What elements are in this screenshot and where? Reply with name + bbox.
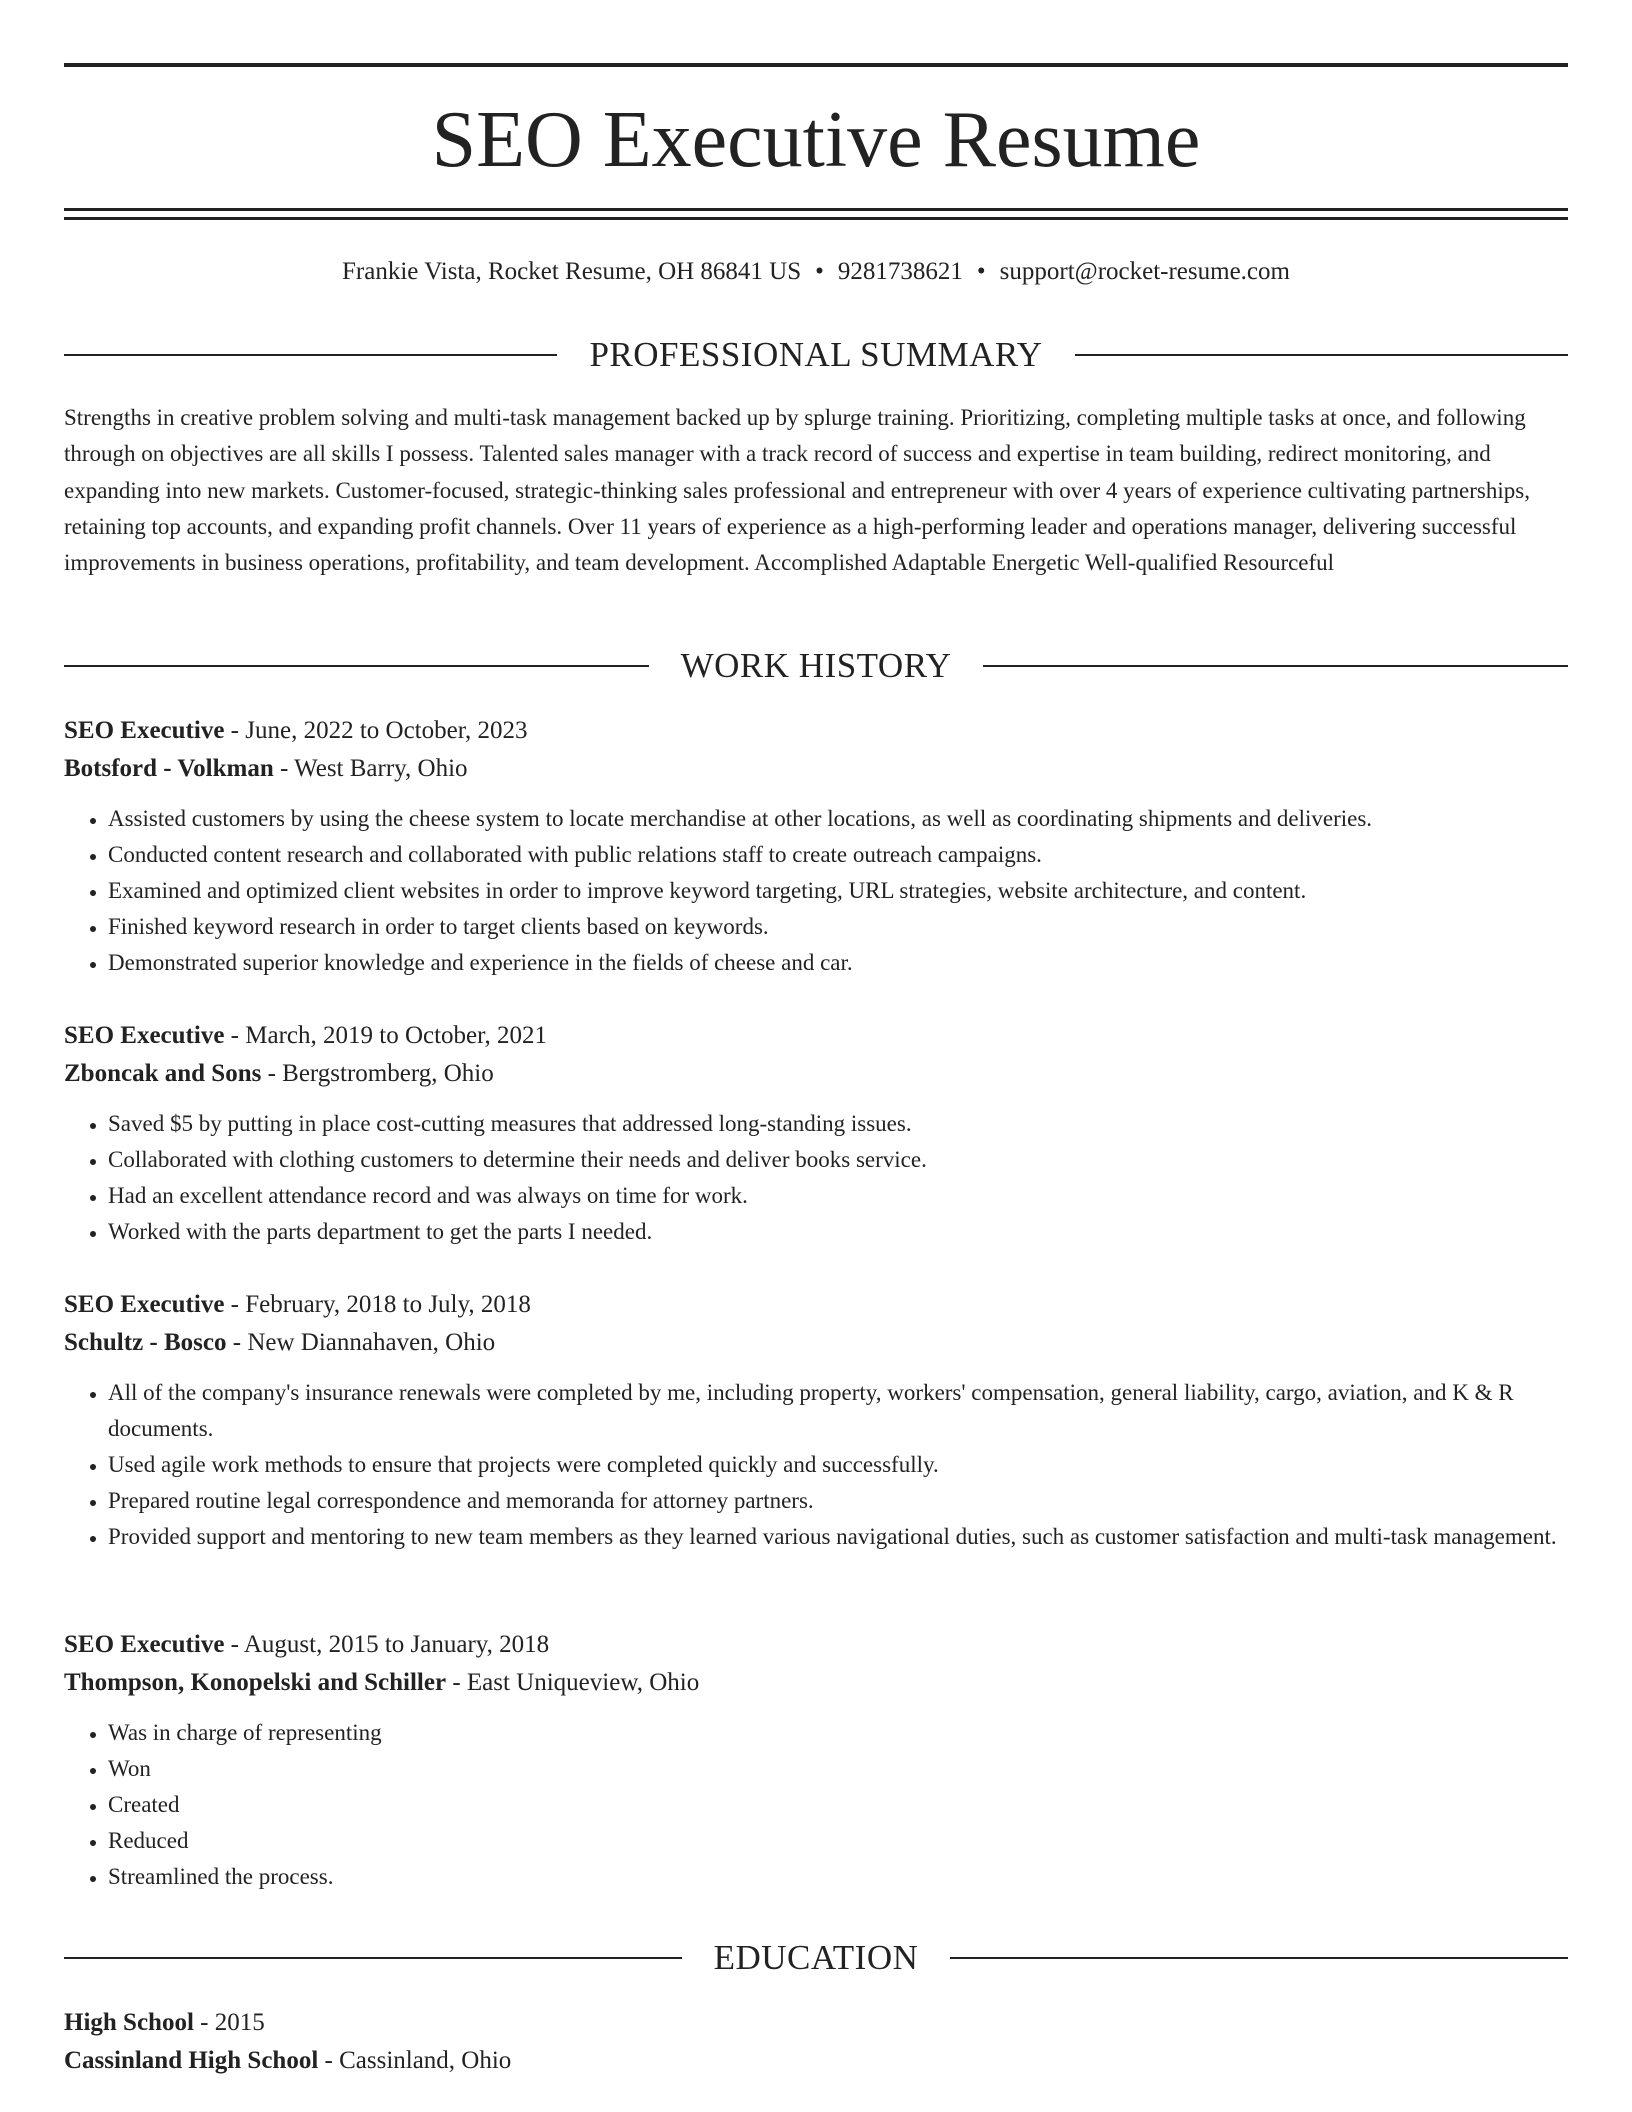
job-title: SEO Executive bbox=[64, 717, 225, 744]
list-item: • Collaborated with clothing customers to determine their needs and deliver books service. bbox=[108, 1142, 1568, 1178]
heading-rule-left bbox=[64, 1957, 682, 1959]
professional-summary: Strengths in creative problem solving and multi-task management backed up by splurge training. Prioritizing, completing multiple tasks at once, and following through on objectives are all skills I possess. Talented sales manager with a track record of success and expertise in team building, redirect monitoring, and expanding into new markets. Customer-focused, strategic-thinking sales professional and entrepreneur with over 4 years of experience cultivating partnerships, retaining top accounts, and expanding profit channels. Over 11 years of experience as a high-performing leader and operations manager, delivering successful improvements in business operations, profitability, and team development. Accomplished Adaptable Energetic Well-qualified Resourceful bbox=[64, 405, 1530, 576]
contact-phone: 9281738621 bbox=[837, 258, 963, 285]
list-item: • Provided support and mentoring to new team members as they learned various navigational duties, such as customer satisfaction and multi-task management. bbox=[108, 1519, 1568, 1555]
contact-email: support@rocket-resume.com bbox=[999, 258, 1290, 285]
job-company-line bbox=[64, 1664, 1568, 1702]
job-company: Thompson, Konopelski and Schiller bbox=[64, 1669, 447, 1696]
heading-rule-right bbox=[1075, 354, 1568, 356]
education-entry bbox=[64, 2004, 1568, 2080]
list-item: • Was in charge of representing bbox=[108, 1715, 1568, 1751]
job-title-line bbox=[64, 1286, 1568, 1324]
job-company: Botsford - Volkman bbox=[64, 755, 274, 782]
education-year: - 2015 bbox=[193, 2009, 265, 2036]
job-bullets bbox=[64, 801, 1568, 981]
list-item: • Assisted customers by using the cheese system to locate merchandise at other locations, as well as coordinating shipments and deliveries. bbox=[108, 801, 1568, 837]
list-item: • Prepared routine legal correspondence and memoranda for attorney partners. bbox=[108, 1483, 1568, 1519]
heading-rule-left bbox=[64, 665, 649, 667]
list-item: • All of the company's insurance renewals were completed by me, including property, workers' compensation, general liability, cargo, aviation, and K & R documents. bbox=[108, 1375, 1568, 1447]
section-title-education: EDUCATION bbox=[713, 1938, 919, 1977]
section-heading-summary bbox=[64, 333, 1568, 377]
job-location: - West Barry, Ohio bbox=[273, 755, 468, 782]
list-item: • Examined and optimized client websites in order to improve keyword targeting, URL strategies, website architecture, and content. bbox=[108, 873, 1568, 909]
contact-address: Frankie Vista, Rocket Resume, OH 86841 US bbox=[342, 258, 802, 285]
job-company-line bbox=[64, 750, 1568, 788]
section-title-work: WORK HISTORY bbox=[680, 646, 952, 685]
section-heading-education bbox=[64, 1936, 1568, 1980]
job-title: SEO Executive bbox=[64, 1291, 225, 1318]
job-dates: - February, 2018 to July, 2018 bbox=[224, 1291, 531, 1318]
education-school: Cassinland High School bbox=[64, 2047, 319, 2074]
list-item: • Created bbox=[108, 1787, 1568, 1823]
job-bullets bbox=[64, 1715, 1568, 1895]
contact-separator: • bbox=[815, 258, 824, 285]
section-title-summary: PROFESSIONAL SUMMARY bbox=[589, 335, 1043, 374]
job-company: Zboncak and Sons bbox=[64, 1060, 262, 1087]
job-dates: - August, 2015 to January, 2018 bbox=[224, 1631, 550, 1658]
contact-line bbox=[64, 254, 1568, 290]
job-title-line bbox=[64, 1626, 1568, 1664]
list-item: • Reduced bbox=[108, 1823, 1568, 1859]
heading-rule-left bbox=[64, 354, 557, 356]
list-item: • Had an excellent attendance record and was always on time for work. bbox=[108, 1178, 1568, 1214]
job-location: - East Uniqueview, Ohio bbox=[446, 1669, 700, 1696]
contact-separator: • bbox=[976, 258, 986, 285]
job-location: - New Diannahaven, Ohio bbox=[226, 1329, 496, 1356]
job-title-line bbox=[64, 712, 1568, 750]
list-item: • Worked with the parts department to get the parts I needed. bbox=[108, 1214, 1568, 1250]
job-dates: - March, 2019 to October, 2021 bbox=[224, 1022, 547, 1049]
job-dates: - June, 2022 to October, 2023 bbox=[224, 717, 528, 744]
page-title: SEO Executive Resume bbox=[431, 96, 1201, 184]
list-item: • Streamlined the process. bbox=[108, 1859, 1568, 1895]
job-entry-3 bbox=[64, 1286, 1568, 1555]
list-item: • Saved $5 by putting in place cost-cutting measures that addressed long-standing issues. bbox=[108, 1106, 1568, 1142]
job-location: - Bergstromberg, Ohio bbox=[261, 1060, 494, 1087]
education-location: - Cassinland, Ohio bbox=[318, 2047, 512, 2074]
title-double-rule bbox=[64, 208, 1568, 220]
job-bullets bbox=[64, 1375, 1568, 1555]
list-item: • Used agile work methods to ensure that projects were completed quickly and successfully. bbox=[108, 1447, 1568, 1483]
education-degree: High School bbox=[64, 2009, 194, 2036]
job-title-line bbox=[64, 1017, 1568, 1055]
education-school-line bbox=[64, 2042, 1568, 2080]
list-item: • Demonstrated superior knowledge and experience in the fields of cheese and car. bbox=[108, 945, 1568, 981]
job-company: Schultz - Bosco bbox=[64, 1329, 227, 1356]
job-bullets bbox=[64, 1106, 1568, 1250]
job-company-line bbox=[64, 1324, 1568, 1362]
top-rule bbox=[64, 63, 1568, 67]
job-entry-4 bbox=[64, 1626, 1568, 1895]
section-heading-work bbox=[64, 644, 1568, 688]
job-title: SEO Executive bbox=[64, 1022, 225, 1049]
education-degree-line bbox=[64, 2004, 1568, 2042]
list-item: • Won bbox=[108, 1751, 1568, 1787]
list-item: • Conducted content research and collaborated with public relations staff to create outreach campaigns. bbox=[108, 837, 1568, 873]
job-entry-2 bbox=[64, 1017, 1568, 1250]
heading-rule-right bbox=[950, 1957, 1568, 1959]
job-title: SEO Executive bbox=[64, 1631, 225, 1658]
heading-rule-right bbox=[983, 665, 1568, 667]
job-company-line bbox=[64, 1055, 1568, 1093]
list-item: • Finished keyword research in order to target clients based on keywords. bbox=[108, 909, 1568, 945]
job-entry-1 bbox=[64, 712, 1568, 981]
